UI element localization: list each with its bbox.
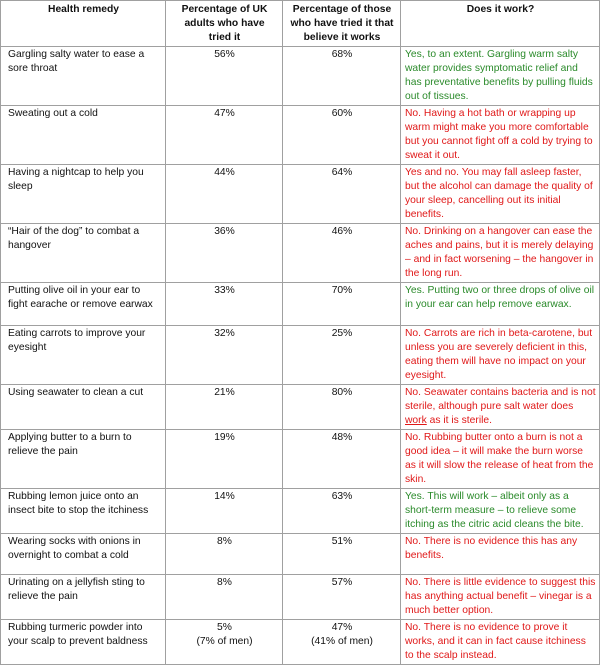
answer-cell: No. Having a hot bath or wrapping up warm might make you more comfortable but you cannot fight off a cold by trying to sweat it out. xyxy=(401,106,600,165)
remedy-cell: Eating carrots to improve your eyesight xyxy=(1,326,166,385)
believe-note: (41% of men) xyxy=(311,636,373,647)
tried-cell: 8% xyxy=(166,534,283,575)
answer-underlined-word: work xyxy=(405,415,427,426)
header-row xyxy=(1,1,600,47)
tried-value: 5% xyxy=(217,622,232,633)
remedy-cell: Wearing socks with onions in overnight to combat a cold xyxy=(1,534,166,575)
tried-cell: 14% xyxy=(166,489,283,534)
remedy-cell: Sweating out a cold xyxy=(1,106,166,165)
table-row xyxy=(1,283,600,326)
remedy-cell: Applying butter to a burn to relieve the pain xyxy=(1,430,166,489)
tried-cell: 56% xyxy=(166,47,283,106)
believe-cell: 46% xyxy=(283,224,401,283)
answer-cell: Yes, to an extent. Gargling warm salty water provides symptomatic relief and has preventative benefits by pulling fluids out of tissues. xyxy=(401,47,600,106)
answer-cell: Yes. This will work – albeit only as a short-term measure – to relieve some itching as the citric acid cleans the bite. xyxy=(401,489,600,534)
answer-cell: Yes and no. You may fall asleep faster, but the alcohol can damage the quality of your sleep, cancelling out its initial benefits. xyxy=(401,165,600,224)
believe-cell: 25% xyxy=(283,326,401,385)
remedy-cell: Rubbing lemon juice onto an insect bite to stop the itchiness xyxy=(1,489,166,534)
believe-cell: 80% xyxy=(283,385,401,430)
answer-cell: No. There is no evidence this has any benefits. xyxy=(401,534,600,575)
believe-cell xyxy=(283,620,401,665)
tried-cell: 47% xyxy=(166,106,283,165)
believe-cell: 60% xyxy=(283,106,401,165)
tried-cell xyxy=(166,620,283,665)
believe-cell: 68% xyxy=(283,47,401,106)
answer-cell: Yes. Putting two or three drops of olive oil in your ear can help remove earwax. xyxy=(401,283,600,326)
table-row xyxy=(1,165,600,224)
remedy-cell: Rubbing turmeric powder into your scalp to prevent baldness xyxy=(1,620,166,665)
table-row xyxy=(1,224,600,283)
tried-cell: 8% xyxy=(166,575,283,620)
table-row xyxy=(1,47,600,106)
tried-note: (7% of men) xyxy=(196,636,253,647)
answer-cell: No. Rubbing butter onto a burn is not a good idea – it will make the burn worse as it will slow the release of heat from the skin. xyxy=(401,430,600,489)
tried-cell: 32% xyxy=(166,326,283,385)
table-row xyxy=(1,430,600,489)
tried-cell: 33% xyxy=(166,283,283,326)
table-row xyxy=(1,575,600,620)
tried-cell: 21% xyxy=(166,385,283,430)
believe-cell: 57% xyxy=(283,575,401,620)
table-row xyxy=(1,326,600,385)
tried-cell: 19% xyxy=(166,430,283,489)
tried-cell: 44% xyxy=(166,165,283,224)
remedy-cell: “Hair of the dog” to combat a hangover xyxy=(1,224,166,283)
answer-cell: No. There is little evidence to suggest this has anything actual benefit – vinegar is a much better option. xyxy=(401,575,600,620)
answer-text: No. Seawater contains bacteria and is not sterile, although pure salt water does xyxy=(405,387,596,412)
believe-cell: 70% xyxy=(283,283,401,326)
header-believe: Percentage of those who have tried it that believe it works xyxy=(283,1,401,47)
table-row xyxy=(1,620,600,665)
header-remedy: Health remedy xyxy=(1,1,166,47)
table-row xyxy=(1,534,600,575)
believe-cell: 51% xyxy=(283,534,401,575)
header-tried: Percentage of UK adults who have tried it xyxy=(166,1,283,47)
table-row xyxy=(1,106,600,165)
header-works: Does it work? xyxy=(401,1,600,47)
remedy-cell: Having a nightcap to help you sleep xyxy=(1,165,166,224)
remedy-cell: Gargling salty water to ease a sore throat xyxy=(1,47,166,106)
believe-cell: 48% xyxy=(283,430,401,489)
answer-cell: No. Carrots are rich in beta-carotene, but unless you are severely deficient in this, eating them will have no impact on your eyesight. xyxy=(401,326,600,385)
believe-cell: 64% xyxy=(283,165,401,224)
believe-cell: 63% xyxy=(283,489,401,534)
remedy-cell: Putting olive oil in your ear to fight earache or remove earwax xyxy=(1,283,166,326)
table-row xyxy=(1,489,600,534)
remedy-cell: Urinating on a jellyfish sting to relieve the pain xyxy=(1,575,166,620)
believe-value: 47% xyxy=(331,622,353,633)
table-row xyxy=(1,385,600,430)
answer-cell xyxy=(401,385,600,430)
answer-text: as it is sterile. xyxy=(426,415,492,426)
remedy-cell: Using seawater to clean a cut xyxy=(1,385,166,430)
answer-cell: No. There is no evidence to prove it works, and it can in fact cause itchiness to the scalp instead. xyxy=(401,620,600,665)
tried-cell: 36% xyxy=(166,224,283,283)
answer-cell: No. Drinking on a hangover can ease the aches and pains, but it is merely delaying – and in fact worsening – the hangover in the long run. xyxy=(401,224,600,283)
